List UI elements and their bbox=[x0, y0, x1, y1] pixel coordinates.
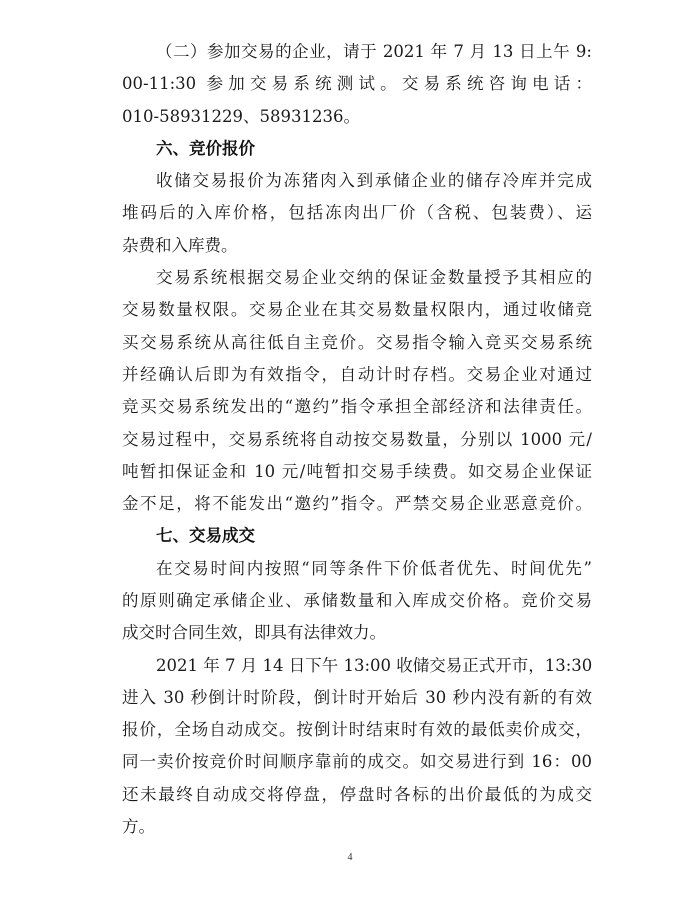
text-line: 竞买交易系统发出的“邀约”指令承担全部经济和法律责任。 bbox=[122, 397, 592, 416]
text-line: （二）参加交易的企业，请于 2021 年 7 月 13 日上午 9: bbox=[156, 42, 592, 61]
text-line: 同一卖价按竞价时间顺序靠前的成交。如交易进行到 16：00 bbox=[122, 752, 592, 771]
text-line: 成交时合同生效，即具有法律效力。 bbox=[122, 623, 386, 642]
text-line: 的原则确定承储企业、承储数量和入库成交价格。竞价交易 bbox=[122, 591, 592, 610]
text-line: 吨暂扣保证金和 10 元/吨暂扣交易手续费。如交易企业保证 bbox=[122, 462, 592, 481]
section-heading: 六、竞价报价 bbox=[156, 139, 255, 158]
text-line: 在交易时间内按照“同等条件下价低者优先、时间优先” bbox=[156, 559, 592, 578]
text-line: 方。 bbox=[122, 817, 155, 836]
text-line: 交易系统根据交易企业交纳的保证金数量授予其相应的 bbox=[156, 268, 592, 287]
text-line: 还未最终自动成交将停盘，停盘时各标的出价最低的为成交 bbox=[122, 785, 592, 804]
section-heading: 七、交易成交 bbox=[156, 526, 255, 545]
text-line: 收储交易报价为冻猪肉入到承储企业的储存冷库并完成 bbox=[156, 171, 592, 190]
text-line: 并经确认后即为有效指令，自动计时存档。交易企业对通过 bbox=[122, 365, 592, 384]
text-line: 买交易系统从高往低自主竞价。交易指令输入竞买交易系统 bbox=[122, 333, 592, 352]
text-line: 2021 年 7 月 14 日下午 13:00 收储交易正式开市，13:30 bbox=[156, 656, 593, 675]
text-line: 堆码后的入库价格，包括冻肉出厂价（含税、包装费）、运 bbox=[122, 203, 592, 222]
text-line: 金不足，将不能发出“邀约”指令。严禁交易企业恶意竞价。 bbox=[122, 494, 592, 513]
text-line: 交易过程中，交易系统将自动按交易数量，分别以 1000 元/ bbox=[122, 430, 592, 449]
text-line: 交易数量权限。交易企业在其交易数量权限内，通过收储竞 bbox=[122, 300, 592, 319]
text-line: 进入 30 秒倒计时阶段，倒计时开始后 30 秒内没有新的有效 bbox=[122, 688, 592, 707]
page-number: 4 bbox=[347, 852, 353, 863]
text-line: 杂费和入库费。 bbox=[122, 236, 238, 255]
text-line: 00-11:30 参加交易系统测试。交易系统咨询电话： bbox=[122, 74, 592, 93]
text-line: 报价，全场自动成交。按倒计时结束时有效的最低卖价成交， bbox=[122, 720, 592, 739]
text-line: 010-58931229、58931236。 bbox=[122, 107, 361, 126]
